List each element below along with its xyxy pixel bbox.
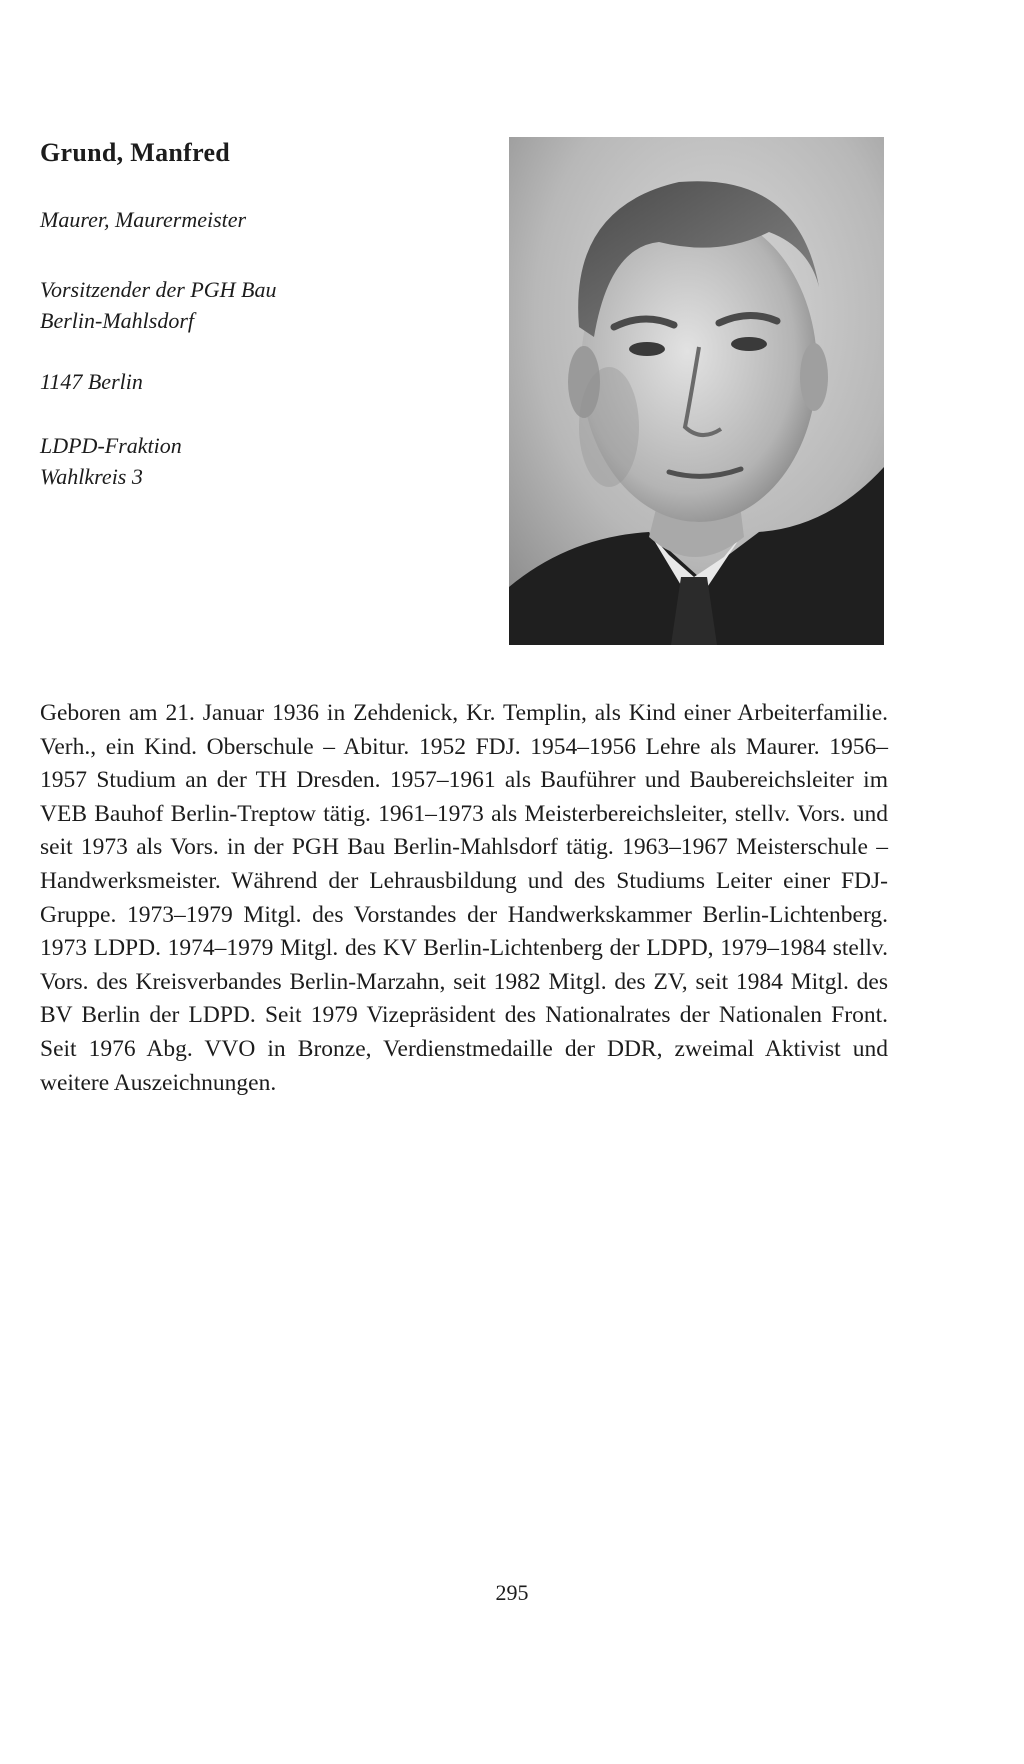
location-text: 1147 Berlin [40,369,143,394]
position [40,274,276,336]
portrait-photo [509,137,884,645]
portrait-photo-icon [509,137,884,645]
profession-text: Maurer, Maurermeister [40,207,247,232]
position-line-2: Berlin-Mahlsdorf [40,308,194,333]
location [40,366,143,397]
biography: Geboren am 21. Januar 1936 in Zehdenick, Kr. Templin, als Kind einer Arbeiterfamilie. Verh., ein Kind. Oberschule – Abitur. 1952 FDJ. 1954–1956 Lehre als Maurer. 1956–1957 Studium an der TH Dresden. 1957–1961 als Bauführer und Baubereichsleiter im VEB Bauhof Berlin-Treptow tätig. 1961–1973 als Meisterbereichsleiter, stellv. Vors. und seit 1973 als Vors. in der PGH Bau Berlin-Mahlsdorf tätig. 1963–1967 Meisterschule – Handwerksmeister. Während der Lehrausbildung und des Studiums Leiter einer FDJ-Gruppe. 1973–1979 Mitgl. des Vorstandes der Handwerkskammer Berlin-Lichtenberg. 1973 LDPD. 1974–1979 Mitgl. des KV Berlin-Lichtenberg der LDPD, 1979–1984 stellv. Vors. des Kreisverbandes Berlin-Marzahn, seit 1982 Mitgl. des ZV, seit 1984 Mitgl. des BV Berlin der LDPD. Seit 1979 Vizepräsident des Nationalrates der Nationalen Front. Seit 1976 Abg. VVO in Bronze, Verdienstmedaille der DDR, zweimal Aktivist und weitere Auszeichnungen. [40,700,888,1096]
constituency: Wahlkreis 3 [40,464,143,489]
page-number: 295 [495,1580,529,1605]
profession [40,204,246,235]
position-line-1: Vorsitzender der PGH Bau [40,277,277,302]
faction-block [40,430,182,492]
person-name: Grund, Manfred [40,138,231,167]
faction: LDPD-Fraktion [40,433,182,458]
